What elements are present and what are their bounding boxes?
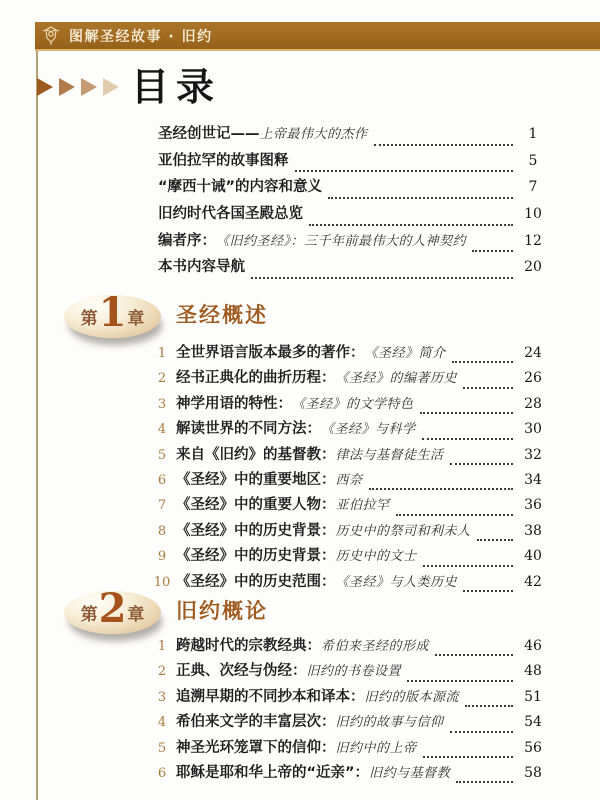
entry-subtitle: 《圣经》的文学特色 [292,396,414,412]
entry-title: 《圣经》中的历史背景： [176,548,336,565]
dot-leader [396,514,513,516]
entry-title: 全世界语言版本最多的著作： [176,345,365,361]
header-bar [35,22,600,51]
dot-leader [423,565,513,567]
toc-entry[interactable] [158,149,548,176]
entry-number: 2 [157,664,167,680]
entry-title: 来自《旧约》的基督教： [176,446,336,463]
toc-entry[interactable] [152,544,548,569]
toc-entry[interactable] [158,229,548,256]
toc-entry[interactable] [158,175,548,202]
toc-entry[interactable] [152,659,548,684]
chapter-2-title: 旧约概论 [176,599,268,623]
entry-subtitle: 亚伯拉罕 [335,498,390,514]
dot-leader [309,224,513,226]
dot-leader [472,250,513,252]
toc-entry[interactable] [152,366,548,391]
entry-subtitle: 《圣经》的编著历史 [335,371,458,387]
toc-entry[interactable] [158,122,548,149]
chapter-2-badge: 第 2 章 [64,591,161,634]
dot-leader [369,488,513,490]
triangle-bullet-icon [103,78,119,96]
toc-entry[interactable] [152,468,548,493]
entry-number: 2 [157,371,167,387]
toc-entry[interactable] [152,570,548,595]
entry-page-number: 1 [528,126,538,142]
entry-page-number: 32 [524,446,542,463]
entry-page-number: 20 [524,259,542,276]
entry-page-number: 46 [524,638,542,654]
entry-page-number: 5 [528,152,538,169]
entry-number: 10 [153,574,171,590]
entry-page-number: 48 [524,663,542,680]
toc-entry[interactable] [158,202,548,229]
entry-page-number: 42 [524,573,542,590]
toc-entry[interactable] [152,685,548,710]
publisher-crest-icon [41,25,61,47]
entry-subtitle: 旧约的故事与信仰 [335,715,444,731]
chapter-1-badge: 第 1 章 [64,295,161,338]
chapter-1-item-list [152,341,548,595]
entry-page-number: 40 [524,548,542,565]
entry-subtitle: 旧约的版本源流 [364,689,460,705]
entry-number: 7 [157,498,167,514]
entry-title: 正典、次经与伪经： [176,663,307,680]
entry-subtitle: 历史中的文士 [335,549,417,565]
dot-leader [407,680,513,682]
entry-page-number: 28 [524,395,542,412]
entry-subtitle: 《旧约圣经》：三千年前最伟大的人神契约 [216,233,467,249]
entry-title: 《圣经》中的重要人物： [176,497,336,514]
entry-title: 跨越时代的宗教经典： [176,638,321,654]
dot-leader [450,463,513,465]
page-title: 目录 [131,64,222,109]
entry-page-number: 36 [524,497,542,514]
entry-title: 解读世界的不同方法： [176,421,321,438]
dot-leader [295,170,514,172]
entry-page-number: 51 [524,688,542,705]
chapter-badge-prefix: 第 [80,309,98,329]
toc-entry[interactable] [152,710,548,735]
entry-subtitle: 《圣经》与人类历史 [335,574,458,590]
entry-title: 编者序： [158,232,216,249]
dot-leader [450,731,513,733]
entry-title: 亚伯拉罕的故事图释 [158,152,289,169]
entry-title: 《圣经》中的历史背景： [176,522,336,539]
toc-entry[interactable] [152,443,548,468]
entry-subtitle: 希伯来圣经的形成 [321,639,430,654]
dot-leader [477,539,513,541]
entry-number: 4 [157,422,167,438]
left-vertical-rule [36,51,38,800]
chapter-badge-suffix: 章 [127,605,145,625]
toc-entry[interactable] [152,761,548,786]
toc-entry[interactable] [152,519,548,544]
entry-title: 旧约时代各国圣殿总览 [158,206,303,223]
entry-subtitle: 上帝最伟大的杰作 [259,127,368,142]
entry-page-number: 26 [524,370,542,387]
chapter-badge-suffix: 章 [127,309,145,329]
entry-title: 追溯早期的不同抄本和译本： [176,688,365,705]
entry-page-number: 30 [524,421,542,438]
dot-leader [452,361,513,363]
dot-leader [420,412,513,414]
entry-number: 6 [157,765,167,781]
entry-page-number: 34 [524,471,542,488]
entry-page-number: 56 [524,739,542,756]
toc-entry[interactable] [152,634,548,659]
toc-entry[interactable] [152,341,548,366]
dot-leader [374,144,513,146]
entry-title: 圣经创世记—— [158,126,260,142]
entry-title: 《圣经》中的重要地区： [176,471,336,488]
dot-leader [251,277,513,279]
chapter-badge-prefix: 第 [80,605,98,625]
entry-title: 希伯来文学的丰富层次： [176,714,336,731]
chapter-2-item-list [152,634,548,786]
dot-leader [463,590,513,592]
triangle-bullet-icon [37,78,53,96]
entry-title: 《圣经》中的历史范围： [176,573,336,590]
toc-entry[interactable] [158,255,548,282]
triangle-bullet-icon [59,78,75,96]
entry-number: 4 [157,715,167,731]
chapter-1-title: 圣经概述 [176,303,268,327]
entry-subtitle: 《圣经》与科学 [321,422,416,438]
entry-page-number: 58 [524,764,542,781]
dot-leader [463,387,513,389]
entry-title: “摩西十诫”的内容和意义 [158,179,323,196]
entry-number: 3 [157,689,167,705]
page-title-row [37,64,222,109]
toc-entry[interactable] [152,493,548,518]
entry-page-number: 10 [524,206,542,223]
front-matter-list [158,122,548,282]
entry-subtitle: 旧约中的上帝 [335,740,417,756]
entry-number: 5 [157,740,167,756]
dot-leader [423,756,513,758]
entry-title: 耶稣是耶和华上帝的“近亲”： [176,764,370,781]
entry-page-number: 12 [524,232,542,249]
toc-entry[interactable] [152,736,548,761]
entry-number: 8 [157,523,167,539]
dot-leader [328,197,513,199]
toc-entry[interactable] [152,417,548,442]
entry-subtitle: 西奈 [335,472,363,488]
entry-page-number: 54 [524,714,542,731]
toc-entry[interactable] [152,392,548,417]
entry-subtitle: 律法与基督徒生活 [335,447,444,463]
triangle-bullet-icon [81,78,97,96]
entry-number: 3 [157,396,167,412]
dot-leader [465,705,513,707]
dot-leader [456,781,513,783]
entry-subtitle: 历史中的祭司和利未人 [335,523,471,539]
dot-leader [435,654,513,656]
entry-title: 神圣光环笼罩下的信仰： [176,739,336,756]
entry-number: 6 [157,472,167,488]
entry-title: 神学用语的特性： [176,395,292,412]
entry-number: 5 [157,447,167,463]
entry-number: 1 [157,346,167,361]
entry-page-number: 7 [528,179,538,196]
entry-subtitle: 《圣经》简介 [364,346,446,361]
entry-subtitle: 旧约与基督教 [369,765,451,781]
dot-leader [422,438,513,440]
entry-title: 本书内容导航 [158,259,245,276]
entry-number: 9 [157,549,167,565]
entry-title: 经书正典化的曲折历程： [176,370,336,387]
entry-number: 1 [157,639,167,654]
book-series-title: 图解圣经故事 · 旧约 [69,28,213,45]
entry-page-number: 38 [524,522,542,539]
entry-subtitle: 旧约的书卷设置 [306,664,402,680]
entry-page-number: 24 [524,345,542,361]
